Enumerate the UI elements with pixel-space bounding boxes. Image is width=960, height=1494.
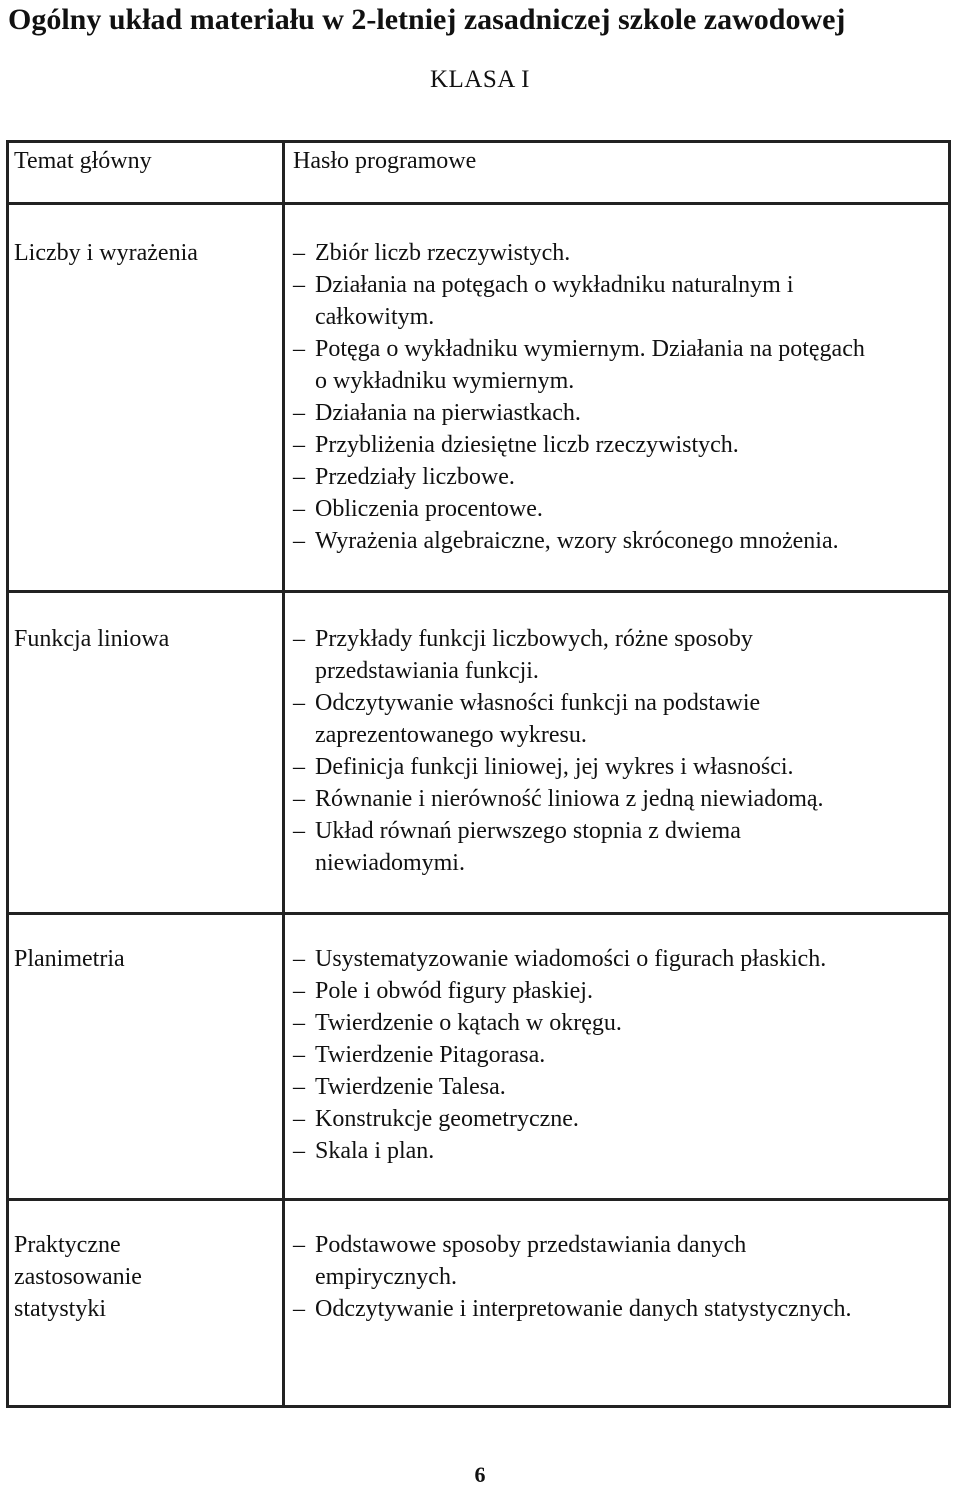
- column-divider: [282, 593, 285, 912]
- list-item: – Odczytywanie i interpretowanie danych statystycznych.: [293, 1296, 852, 1322]
- column-divider: [282, 143, 285, 202]
- main-topic-cell: Liczby i wyrażenia: [14, 240, 198, 266]
- topic-list: [293, 943, 953, 1167]
- list-item: – Definicja funkcji liniowej, jej wykres i własności.: [293, 754, 794, 780]
- main-topic-cell: Funkcja liniowa: [14, 626, 170, 652]
- main-topic-cell: Praktyczne zastosowanie statystyki: [14, 1232, 142, 1322]
- list-item: – Układ równań pierwszego stopnia z dwiema niewiadomymi.: [293, 818, 741, 876]
- list-item: – Konstrukcje geometryczne.: [293, 1106, 579, 1132]
- list-item: – Pole i obwód figury płaskiej.: [293, 978, 593, 1004]
- header-main-topic: Temat główny: [14, 148, 152, 174]
- list-item: – Podstawowe sposoby przedstawiania danych empirycznych.: [293, 1232, 747, 1290]
- list-item: – Przedziały liczbowe.: [293, 464, 515, 490]
- list-item: – Twierdzenie o kątach w okręgu.: [293, 1010, 622, 1036]
- topic-list: [293, 623, 953, 879]
- page-number: 6: [474, 1462, 486, 1487]
- list-item: – Przykłady funkcji liczbowych, różne sposoby przedstawiania funkcji.: [293, 626, 753, 684]
- topic-list: [293, 1229, 953, 1325]
- list-item: – Skala i plan.: [293, 1138, 435, 1164]
- table-row: [9, 205, 948, 593]
- class-label: KLASA I: [429, 66, 531, 93]
- table-row: [9, 1201, 948, 1405]
- table-row: [9, 915, 948, 1201]
- list-item: – Równanie i nierówność liniowa z jedną niewiadomą.: [293, 786, 824, 812]
- list-item: – Usystematyzowanie wiadomości o figurach płaskich.: [293, 946, 827, 972]
- table-header-row: [9, 143, 948, 205]
- list-item: – Działania na potęgach o wykładniku naturalnym i całkowitym.: [293, 272, 794, 330]
- curriculum-table: [6, 140, 951, 1408]
- column-divider: [282, 1201, 285, 1405]
- page-title: Ogólny układ materiału w 2-letniej zasadniczej szkole zawodowej: [8, 3, 846, 36]
- topic-list: [293, 237, 953, 557]
- list-item: – Zbiór liczb rzeczywistych.: [293, 240, 571, 266]
- list-item: – Odczytywanie własności funkcji na podstawie zaprezentowanego wykresu.: [293, 690, 761, 748]
- list-item: – Potęga o wykładniku wymiernym. Działania na potęgach o wykładniku wymiernym.: [293, 336, 865, 394]
- list-item: – Obliczenia procentowe.: [293, 496, 543, 522]
- column-divider: [282, 915, 285, 1198]
- list-item: – Przybliżenia dziesiętne liczb rzeczywistych.: [293, 432, 739, 458]
- list-item: – Twierdzenie Pitagorasa.: [293, 1042, 546, 1068]
- list-item: – Twierdzenie Talesa.: [293, 1074, 506, 1100]
- table-row: [9, 593, 948, 915]
- header-program-topic: Hasło programowe: [293, 148, 477, 174]
- column-divider: [282, 205, 285, 590]
- main-topic-cell: Planimetria: [14, 946, 125, 972]
- list-item: – Wyrażenia algebraiczne, wzory skróconego mnożenia.: [293, 528, 839, 554]
- list-item: – Działania na pierwiastkach.: [293, 400, 581, 426]
